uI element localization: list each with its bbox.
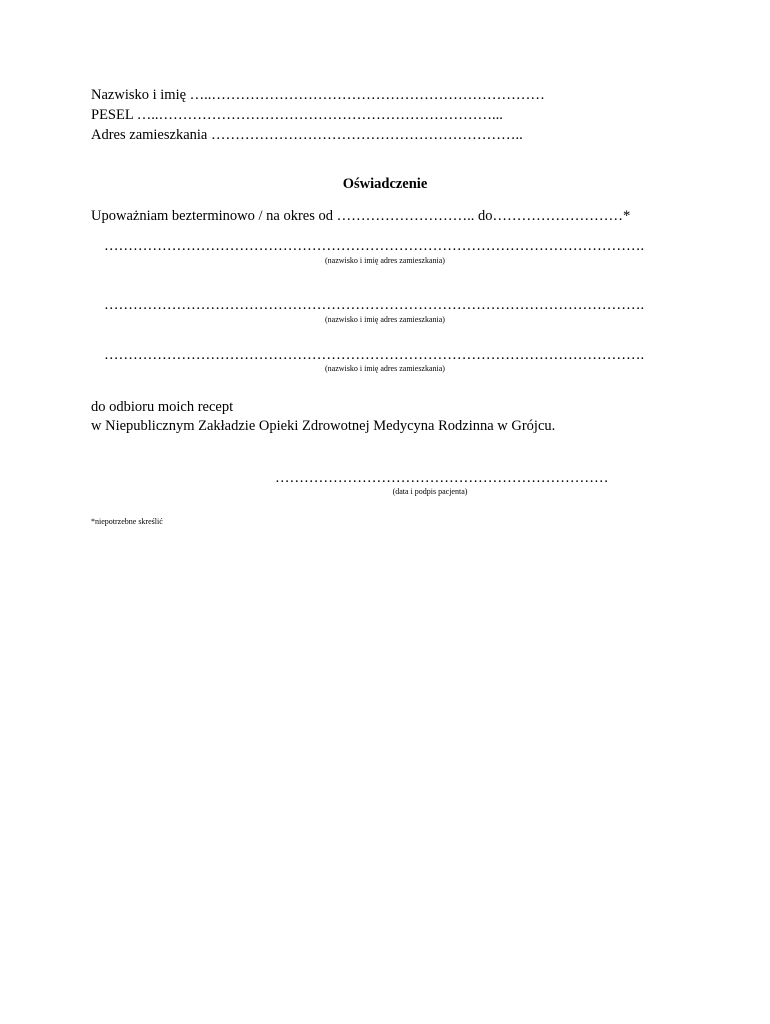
signature-caption: (data i podpis pacjenta) <box>392 487 468 496</box>
person-3-dots: …………………………………………………………………………………………………. <box>104 347 645 363</box>
address-field-line: Adres zamieszkania ……………………………………………………….. <box>91 127 523 143</box>
person-3-caption: (nazwisko i imię adres zamieszkania) <box>325 364 445 373</box>
authorization-line: Upoważniam bezterminowo / na okres od ……………………….. do………………………* <box>91 208 631 224</box>
signature-dots: …………………………………………………………… <box>275 470 609 486</box>
name-field-line: Nazwisko i imię …..…………………………………………………………… <box>91 87 545 103</box>
purpose-line-1: do odbioru moich recept <box>91 399 234 415</box>
document-title: Oświadczenie <box>342 176 428 192</box>
person-2-dots: …………………………………………………………………………………………………. <box>104 297 645 313</box>
person-2-caption: (nazwisko i imię adres zamieszkania) <box>325 315 445 324</box>
person-1-caption: (nazwisko i imię adres zamieszkania) <box>325 256 445 265</box>
footnote: *niepotrzebne skreślić <box>91 517 163 526</box>
purpose-line-2: w Niepublicznym Zakładzie Opieki Zdrowotnej Medycyna Rodzinna w Grójcu. <box>91 418 556 434</box>
person-1-dots: …………………………………………………………………………………………………. <box>104 238 645 254</box>
pesel-field-line: PESEL …..……………………………………………………………... <box>91 107 503 123</box>
